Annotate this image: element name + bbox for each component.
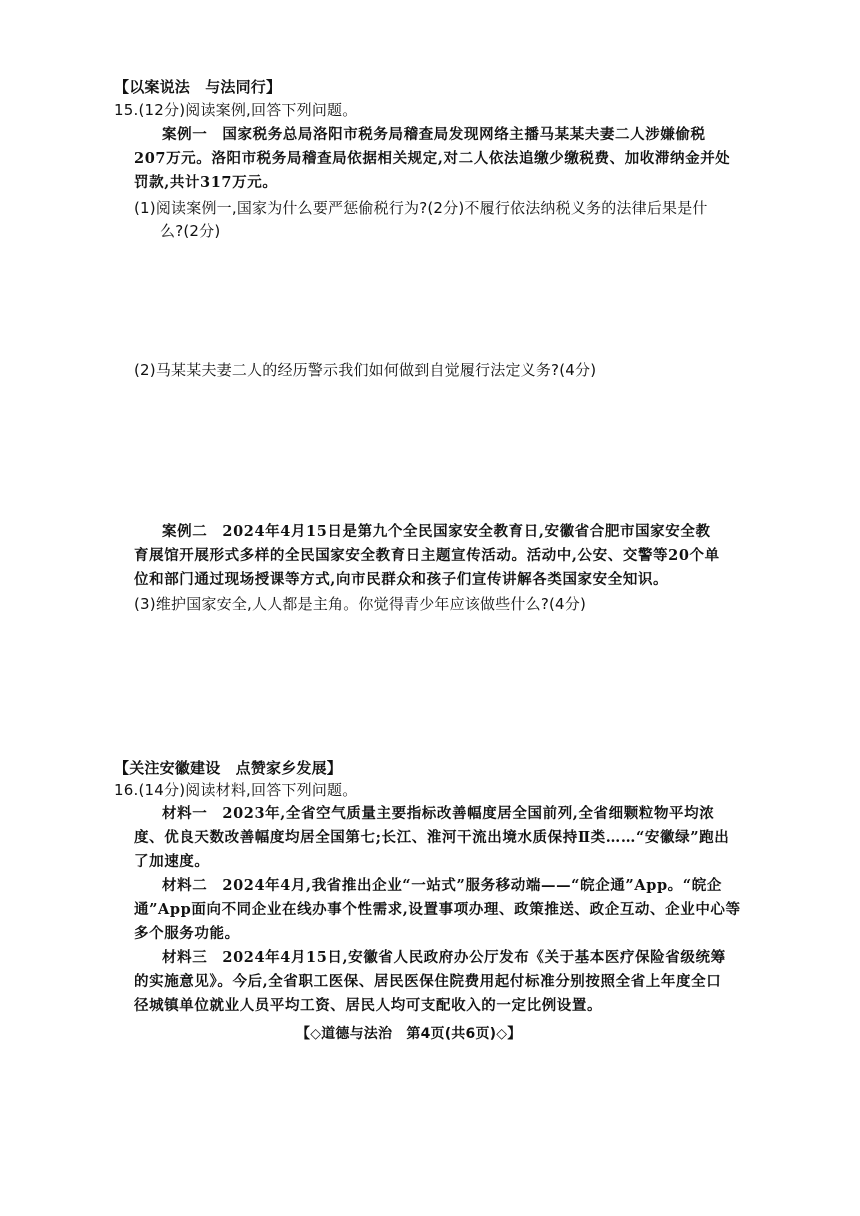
material3-line-2: 的实施意见》。今后,全省职工医保、居民医保住院费用起付标准分别按照全省上年度全口 xyxy=(134,973,722,990)
case1-line-1: 案例一 国家税务总局洛阳市税务局稽查局发现网络主播马某某夫妻二人涉嫌偷税 xyxy=(162,126,706,143)
sub-question-2: (2)马某某夫妻二人的经历警示我们如何做到自觉履行法定义务?(4分) xyxy=(134,361,597,379)
material2-line-3: 多个服务功能。 xyxy=(134,925,240,942)
material1-line-3: 了加速度。 xyxy=(134,853,210,870)
material2-line-2: 通”App面向不同企业在线办事个性需求,设置事项办理、政策推送、政企互动、企业中心等 xyxy=(134,901,741,918)
sub-question-1-line-1: (1)阅读案例一,国家为什么要严惩偷税行为?(2分)不履行依法纳税义务的法律后果是什 xyxy=(134,199,708,217)
section-heading-case-law: 【以案说法 与法同行】 xyxy=(114,78,282,96)
case2-line-2: 育展馆开展形式多样的全民国家安全教育日主题宣传活动。活动中,公安、交警等20个单 xyxy=(134,547,720,564)
case1-line-2: 207万元。洛阳市税务局稽查局依据相关规定,对二人依法追缴少缴税费、加收滞纳金并处 xyxy=(134,150,731,167)
material3-line-3: 径城镇单位就业人员平均工资、居民人均可支配收入的一定比例设置。 xyxy=(134,997,603,1014)
material1-line-2: 度、优良天数改善幅度均居全国第七;长江、淮河干流出境水质保持Ⅱ类……“安徽绿”跑出 xyxy=(134,829,730,846)
sub-question-1-line-2: 么?(2分) xyxy=(160,222,221,240)
material1-line-1: 材料一 2023年,全省空气质量主要指标改善幅度居全国前列,全省细颗粒物平均浓 xyxy=(162,805,715,822)
case1-line-3: 罚款,共计317万元。 xyxy=(134,174,278,191)
page-footer: 【◇道德与法治 第4页(共6页)◇】 xyxy=(296,1026,522,1042)
section-heading-anhui: 【关注安徽建设 点赞家乡发展】 xyxy=(114,759,343,777)
question-15-title: 15.(12分)阅读案例,回答下列问题。 xyxy=(114,101,358,119)
material3-line-1: 材料三 2024年4月15日,安徽省人民政府办公厅发布《关于基本医疗保险省级统筹 xyxy=(162,949,726,966)
case2-line-1: 案例二 2024年4月15日是第九个全民国家安全教育日,安徽省合肥市国家安全教 xyxy=(162,523,711,540)
question-16-title: 16.(14分)阅读材料,回答下列问题。 xyxy=(114,781,358,799)
sub-question-3: (3)维护国家安全,人人都是主角。你觉得青少年应该做些什么?(4分) xyxy=(134,595,587,613)
case2-line-3: 位和部门通过现场授课等方式,向市民群众和孩子们宣传讲解各类国家安全知识。 xyxy=(134,571,669,588)
material2-line-1: 材料二 2024年4月,我省推出企业“一站式”服务移动端——“皖企通”App。“皖企 xyxy=(162,877,722,894)
